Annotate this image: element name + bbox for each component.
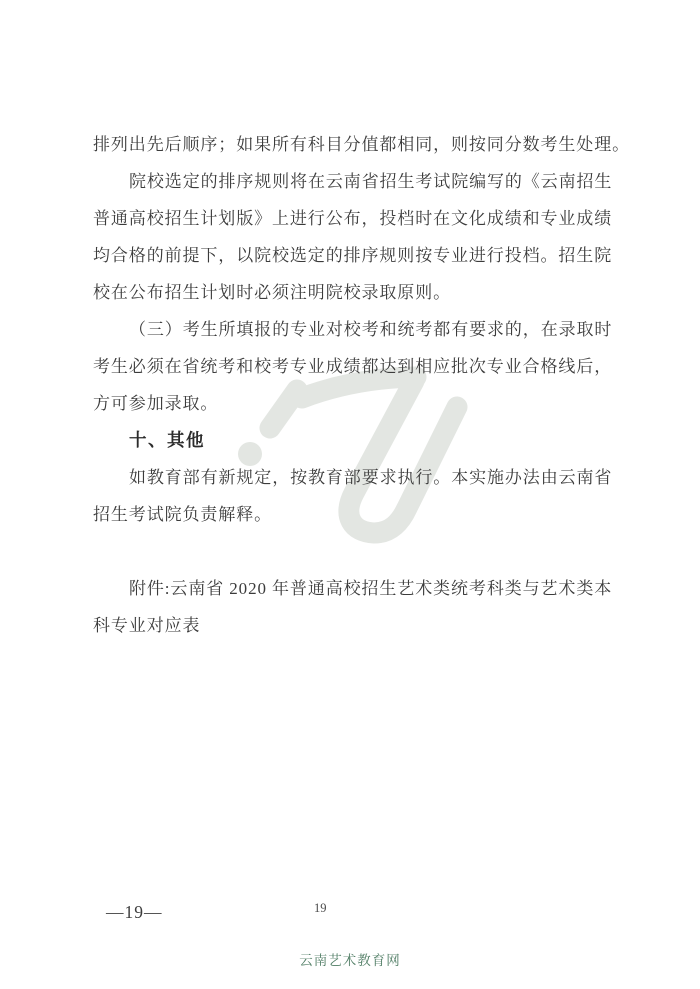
text-line: 如教育部有新规定，按教育部要求执行。本实施办法由云南省 <box>129 468 613 487</box>
text-line: （三）考生所填报的专业对校考和统考都有要求的，在录取时 <box>129 320 613 339</box>
page-number-left: —19— <box>106 902 163 922</box>
attachment-line: 科专业对应表 <box>93 616 201 635</box>
blank-line <box>93 533 615 570</box>
site-watermark-text: 云南艺术教育网 <box>299 953 401 968</box>
text-line: 排列出先后顺序；如果所有科目分值都相同，则按同分数考生处理。 <box>93 135 630 154</box>
page-number-center: 19 <box>314 901 327 915</box>
text-line: 招生考试院负责解释。 <box>93 505 272 524</box>
text-line: 院校选定的排序规则将在云南省招生考试院编写的《云南招生 <box>129 172 613 191</box>
attachment-line: 附件:云南省 2020 年普通高校招生艺术类统考科类与艺术类本 <box>129 579 613 598</box>
text-line: 普通高校招生计划版》上进行公布，投档时在文化成绩和专业成绩 <box>93 209 613 228</box>
text-line: 方可参加录取。 <box>93 394 219 413</box>
text-line: 校在公布招生计划时必须注明院校录取原则。 <box>93 283 451 302</box>
text-line: 均合格的前提下，以院校选定的排序规则按专业进行投档。招生院 <box>93 246 613 265</box>
section-heading: 十、其他 <box>129 430 205 450</box>
document-body <box>93 126 630 644</box>
text-line: 考生必须在省统考和校考专业成绩都达到相应批次专业合格线后， <box>93 357 613 376</box>
